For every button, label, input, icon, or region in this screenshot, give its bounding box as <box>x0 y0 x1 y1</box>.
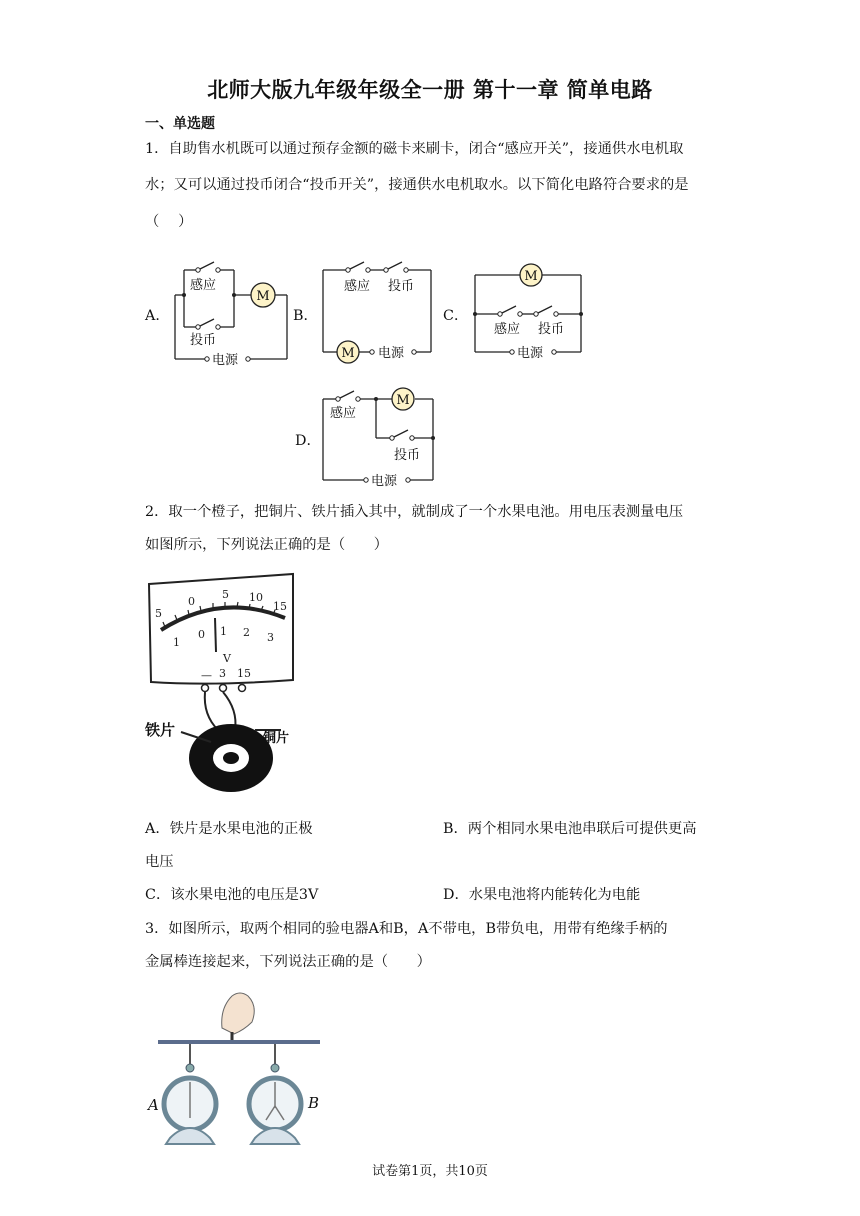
motor-label: M <box>524 269 538 284</box>
coin-switch-label: 投币 <box>394 448 421 463</box>
q3-line-2: 金属棒连接起来，下列说法正确的是（ ） <box>145 954 431 970</box>
q1-option-d-label: D． <box>295 433 321 449</box>
copper-label: 铜片 <box>263 731 290 746</box>
q3-line-1: 3．如图所示，取两个相同的验电器A和B，A不带电，B带负电，用带有绝缘手柄的 <box>145 921 668 937</box>
circuit-diagram-d <box>318 383 443 495</box>
unit-label: V <box>223 652 231 665</box>
iron-label: 铁片 <box>145 721 176 739</box>
inner-tick-label: 3 <box>267 631 274 644</box>
inner-tick-label: 1 <box>173 636 180 649</box>
motor-label: M <box>341 346 355 361</box>
outer-tick-label: 5 <box>222 588 229 601</box>
coin-switch-label: 投币 <box>190 333 217 348</box>
label-b: B <box>308 1094 320 1112</box>
sense-switch-label: 感应 <box>494 322 521 337</box>
coin-switch-label: 投币 <box>538 322 565 337</box>
sense-switch-label: 感应 <box>344 279 371 294</box>
q1-option-c-label: C． <box>443 308 469 324</box>
electroscope-figure <box>140 988 330 1148</box>
q2-option-a: A．铁片是水果电池的正极 <box>145 821 313 837</box>
page-title: 北师大版九年级年级全一册 第十一章 简单电路 <box>207 78 653 102</box>
circuit-diagram-b <box>318 252 438 372</box>
outer-tick-label: 5 <box>155 607 162 620</box>
q1-option-b-label: B． <box>293 308 318 324</box>
circuit-diagram-a <box>170 252 295 372</box>
inner-tick-label: 2 <box>243 626 250 639</box>
q2-line-2: 如图所示，下列说法正确的是（ ） <box>145 537 389 553</box>
q1-line-3: （ ） <box>145 214 193 230</box>
motor-label: M <box>396 393 410 408</box>
outer-tick-label: 0 <box>188 595 195 608</box>
meter-needle <box>215 618 216 652</box>
power-label: 电源 <box>212 353 239 368</box>
coin-switch-label: 投币 <box>388 279 415 294</box>
outer-tick-label: 10 <box>249 591 263 604</box>
electroscope-a <box>164 1044 216 1144</box>
page-footer: 试卷第1页，共10页 <box>372 1164 488 1179</box>
voltmeter-figure <box>143 570 303 800</box>
q1-line-2: 水；又可以通过投币闭合“投币开关”，接通供水电机取水。以下简化电路符合要求的是 <box>145 177 689 193</box>
inner-tick-label: 0 <box>198 628 205 641</box>
sense-switch-label: 感应 <box>330 406 357 421</box>
section-heading: 一、单选题 <box>145 116 215 132</box>
q2-option-c: C．该水果电池的电压是3V <box>145 887 319 903</box>
q2-line-1: 2．取一个橙子，把铜片、铁片插入其中，就制成了一个水果电池。用电压表测量电压 <box>145 504 684 520</box>
q2-option-b-cont: 电压 <box>145 854 174 870</box>
terminal-label: 3 <box>219 667 226 680</box>
sense-switch-label: 感应 <box>190 278 217 293</box>
metal-rod <box>158 1040 320 1044</box>
terminal-label: 15 <box>237 667 251 680</box>
q2-option-d: D．水果电池将内能转化为电能 <box>443 887 641 903</box>
power-label: 电源 <box>378 346 405 361</box>
motor-label: M <box>256 289 270 304</box>
inner-tick-label: 1 <box>220 625 227 638</box>
q1-line-1: 1．自助售水机既可以通过预存金额的磁卡来刷卡，闭合“感应开关”，接通供水电机取 <box>145 141 684 157</box>
label-a: A <box>148 1096 159 1114</box>
power-label: 电源 <box>517 346 544 361</box>
q2-option-b: B．两个相同水果电池串联后可提供更高 <box>443 821 697 837</box>
power-label: 电源 <box>371 474 398 489</box>
q1-option-a-label: A． <box>145 308 170 324</box>
circuit-diagram-c <box>470 258 590 370</box>
outer-tick-label: 15 <box>273 600 287 613</box>
electroscope-b <box>249 1044 301 1144</box>
terminal-label: — <box>201 669 212 682</box>
